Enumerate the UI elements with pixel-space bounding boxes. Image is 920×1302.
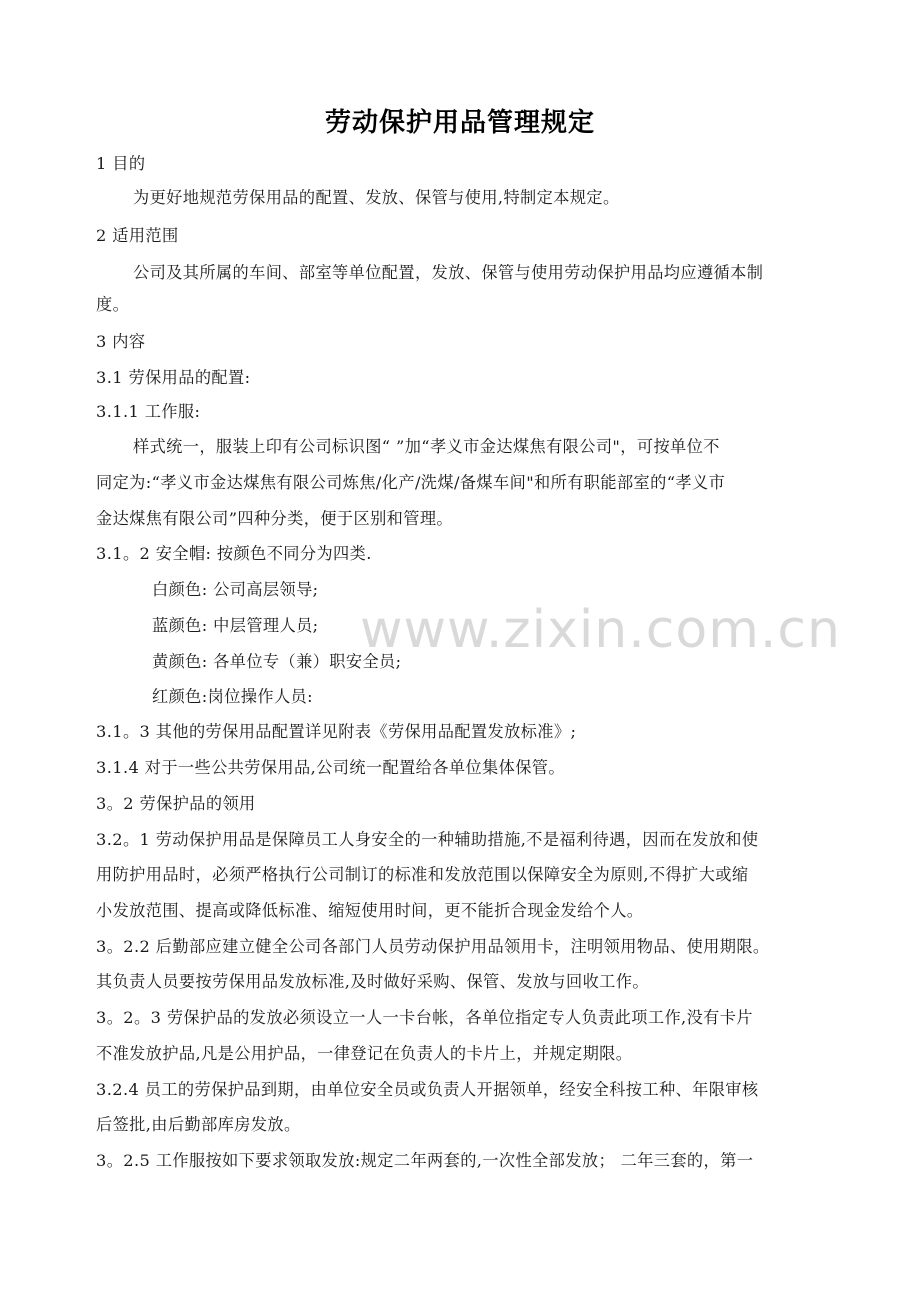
paragraph-line: 为更好地规范劳保用品的配置、发放、保管与使用,特制定本规定。 [133, 188, 620, 207]
subsection-heading: 3.1。3 其他的劳保用品配置详见附表《劳保用品配置发放标准》; [96, 722, 577, 741]
paragraph-line: 后签批,由后勤部库房发放。 [96, 1115, 301, 1134]
section-heading: 3 内容 [96, 332, 146, 351]
paragraph-line: 同定为:“孝义市金达煤焦有限公司炼焦/化产/洗煤/备煤车间"和所有职能部室的“孝义市 [96, 473, 726, 492]
watermark: www.zixin.com.cn [360, 600, 841, 660]
paragraph-line: 样式统一，服装上印有公司标识图“ ”加“孝义市金达煤焦有限公司"，可按单位不 [133, 437, 720, 456]
document-title: 劳动保护用品管理规定 [324, 108, 595, 138]
subsection-heading: 3.1 劳保用品的配置: [96, 368, 251, 387]
subsection-heading: 3。2 劳保护品的领用 [96, 794, 256, 813]
subsection-heading: 3.1.1 工作服: [96, 402, 201, 421]
paragraph-line: 3。2.5 工作服按如下要求领取发放:规定二年两套的,一次性全部发放； 二年三套的，第一 [96, 1151, 754, 1170]
paragraph-line: 小发放范围、提高或降低标准、缩短使用时间，更不能折合现金发给个人。 [96, 901, 644, 920]
subsection-heading: 3.1.4 对于一些公共劳保用品,公司统一配置给各单位集体保管。 [96, 758, 565, 777]
section-heading: 2 适用范围 [96, 226, 179, 245]
list-item: 蓝颜色: 中层管理人员; [152, 616, 319, 635]
list-item: 黄颜色: 各单位专（兼）职安全员; [152, 652, 402, 671]
paragraph-line: 3。2。3 劳保护品的发放必须设立一人一卡台帐，各单位指定专人负责此项工作,没有卡片 [96, 1008, 753, 1027]
paragraph-line: 3。2.2 后勤部应建立健全公司各部门人员劳动保护用品领用卡，注明领用物品、使用期限。 [96, 937, 770, 956]
list-item: 红颜色:岗位操作人员: [152, 687, 313, 706]
paragraph-line: 度。 [96, 295, 130, 314]
paragraph-line: 金达煤焦有限公司”四种分类，便于区别和管理。 [96, 509, 454, 528]
paragraph-line: 公司及其所属的车间、部室等单位配置，发放、保管与使用劳动保护用品均应遵循本制 [133, 263, 764, 282]
section-heading: 1 目的 [96, 154, 146, 173]
paragraph-line: 其负责人员要按劳保用品发放标准,及时做好采购、保管、发放与回收工作。 [96, 972, 649, 991]
paragraph-line: 3.2.4 员工的劳保护品到期，由单位安全员或负责人开据领单，经安全科按工种、年限审核 [96, 1080, 759, 1099]
paragraph-line: 用防护用品时，必须严格执行公司制订的标准和发放范围以保障安全为原则,不得扩大或缩 [96, 865, 749, 884]
list-item: 白颜色: 公司高层领导; [152, 580, 319, 599]
subsection-heading: 3.1。2 安全帽: 按颜色不同分为四类. [96, 544, 372, 563]
paragraph-line: 不准发放护品,凡是公用护品，一律登记在负责人的卡片上，并规定期限。 [96, 1044, 633, 1063]
paragraph-line: 3.2。1 劳动保护用品是保障员工人身安全的一种辅助措施,不是福利待遇，因而在发放和使 [96, 830, 759, 849]
